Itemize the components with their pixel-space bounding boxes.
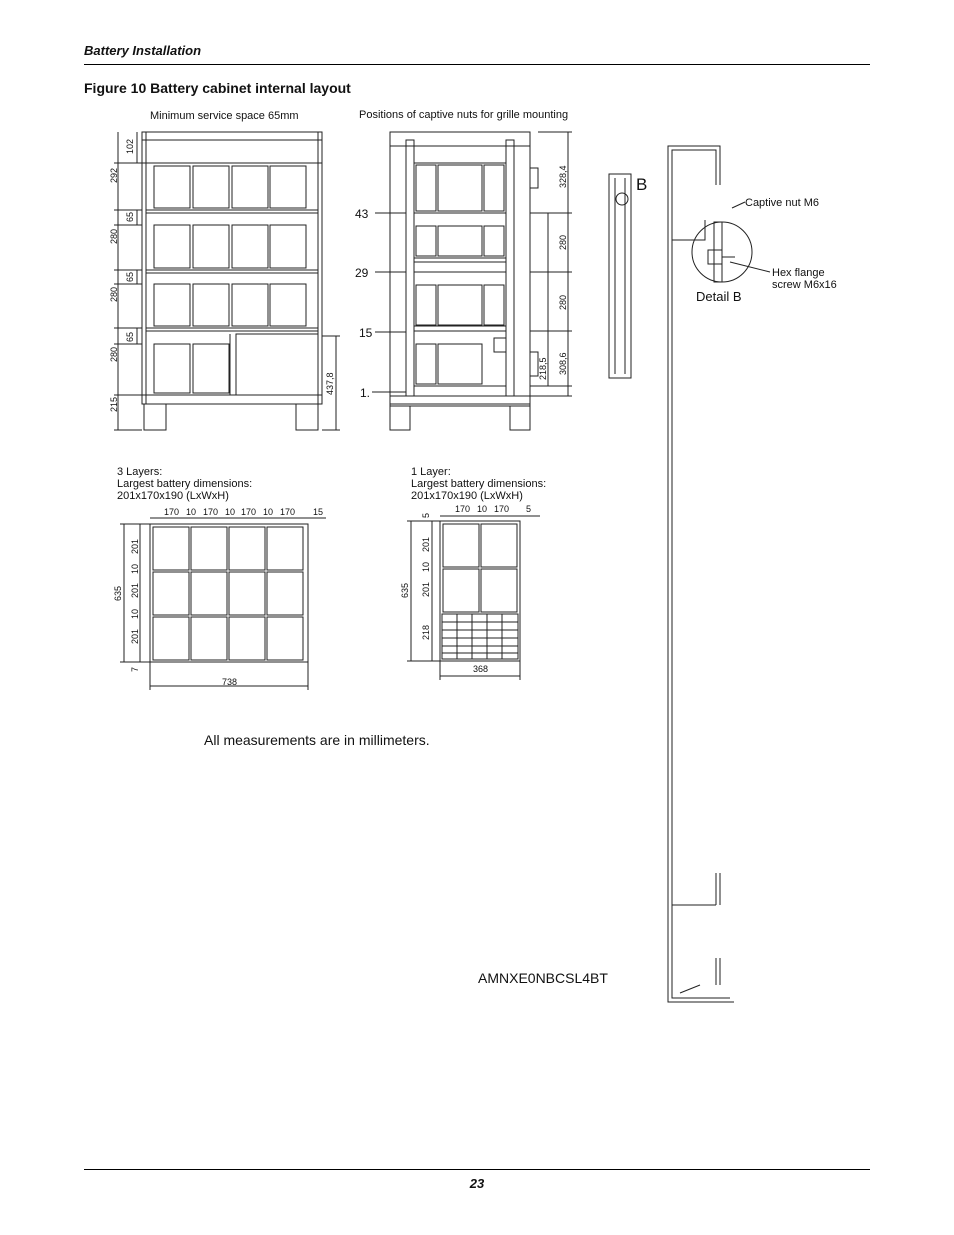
front-dim: 280 [109,286,119,302]
grille-rail [609,174,631,378]
three-layer-depth: 635 [113,585,123,601]
front-view-caption: Minimum service space 65mm [150,110,299,122]
captive-nut-position: 43 [355,207,369,221]
three-layer-side-dim: 10 [130,608,140,619]
one-layer-top-dim: 170 [455,504,471,514]
detail-b-drawing [692,202,770,282]
one-layer-top-dim: 5 [526,504,532,514]
three-layer-top-dim: 170 [280,507,296,517]
three-layer-top-dim: 10 [263,507,274,517]
three-layer-top-dim: 15 [313,507,324,517]
one-layer-depth: 635 [400,582,410,598]
one-layer-desc: Largest battery dimensions: [411,478,547,490]
front-dim: 292 [109,167,119,183]
one-layer-size: 201x170x190 (LxWxH) [411,490,523,502]
captive-nut-position: 15 [359,326,373,340]
three-layer-side-dim: 201 [130,582,140,598]
three-layer-top-dim: 170 [164,507,180,517]
running-header: Battery Installation [84,43,202,58]
hex-screw-label: Hex flange [772,267,825,279]
three-layer-top-dim: 10 [225,507,236,517]
long-profile [668,146,734,1002]
front-dim: 215 [109,396,119,412]
detail-letter: B [636,175,648,194]
captive-nut-label: Captive nut M6 [745,197,819,209]
front-dim: 65 [125,331,135,342]
front-dim: 280 [109,228,119,244]
one-layer-top-dim: 10 [477,504,488,514]
front-dim: 280 [109,346,119,362]
three-layer-top-dim: 170 [203,507,219,517]
front-dim: 437,8 [325,372,335,395]
three-layer-desc: Largest battery dimensions: [117,478,253,490]
captive-nut-position: 29 [355,266,369,280]
detail-label: Detail B [696,289,742,304]
one-layer-side-dim: 201 [421,536,431,552]
three-layer-top-dim: 170 [241,507,257,517]
side-dim: 280 [558,294,568,310]
three-layer-plan [120,518,326,690]
side-view-cabinet [372,132,572,430]
three-layer-top-dim: 10 [186,507,197,517]
hex-screw-label: screw M6x16 [772,279,837,291]
one-layer-side-dim: 5 [421,512,431,518]
front-dim: 102 [125,138,135,154]
one-layer-side-dim: 218 [421,624,431,640]
footer-rule [84,1169,870,1170]
three-layer-side-dim: 7 [130,666,140,672]
side-dim: 218,5 [538,357,548,380]
three-layer-width: 738 [222,677,238,687]
three-layer-size: 201x170x190 (LxWxH) [117,490,229,502]
front-dim: 65 [125,271,135,282]
three-layer-side-dim: 201 [130,628,140,644]
side-view-caption: Positions of captive nuts for grille mounting [359,109,569,121]
one-layer-title: 1 Layer: [411,466,451,478]
measurement-note: All measurements are in millimeters. [204,732,430,748]
three-layer-title: 3 Layers: [117,466,163,478]
side-dim: 328,4 [558,165,568,188]
one-layer-width: 368 [473,664,489,674]
side-dim: 308,6 [558,352,568,375]
model-code: AMNXE0NBCSL4BT [478,970,608,986]
front-dim: 65 [125,211,135,222]
one-layer-side-dim: 201 [421,581,431,597]
three-layer-side-dim: 201 [130,538,140,554]
side-dim: 280 [558,234,568,250]
figure-title: Figure 10 Battery cabinet internal layout [84,80,351,96]
captive-nut-position: 1. [360,386,371,400]
page-number: 23 [469,1176,485,1191]
one-layer-side-dim: 10 [421,561,431,572]
three-layer-side-dim: 10 [130,563,140,574]
front-view-cabinet [114,132,340,430]
one-layer-top-dim: 170 [494,504,510,514]
